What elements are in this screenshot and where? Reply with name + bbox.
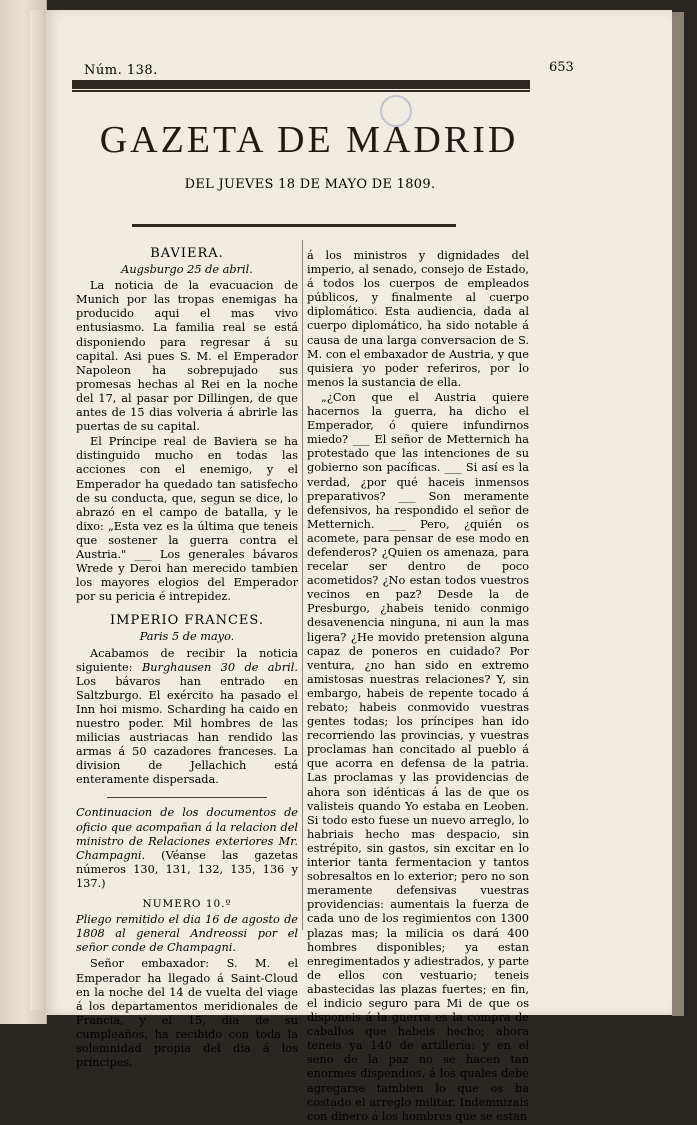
section-heading-baviera: BAVIERA. <box>150 246 224 261</box>
section-heading-imperio: IMPERIO FRANCES. <box>110 613 264 629</box>
page-number: 653 <box>549 60 574 75</box>
column-divider <box>302 240 303 930</box>
paragraph: Señor embaxador: S. M. el Emperador ha llegado á Saint-Cloud en la noche del 14 de vuelta del viage á los departamentos meridionales de Francia, y el 15, dia de su cumpleaños, ha recibido con toda la solemnidad propia del dia á los príncipes, <box>76 957 298 1070</box>
place-dateline: Burghausen 30 de abril. <box>141 660 298 674</box>
dateline-augsburgo: Augsburgo 25 de abril. <box>121 263 253 277</box>
masthead-title: GAZETA DE MADRID <box>99 119 519 161</box>
paragraph-text: Acabamos de recibir la noticia siguiente: <box>76 646 298 674</box>
document-number: NUMERO 10.º <box>142 898 232 911</box>
dateline-paris: Paris 5 de mayo. <box>139 630 235 644</box>
paragraph: El Príncipe real de Baviera se ha distinguido mucho en todas las acciones con el enemigo, y el Emperador ha quedado tan satisfecho de su conducta, que, segun se dice, lo abrazó en el campo de batalla, y le dixo: „Esta vez es la última que teneis que sostener la guerra contra el Austria." ___ Los generales bávaros Wrede y Deroi han merecido tambien los mayores elogios del Emperador por su pericia é intrepidez. <box>76 435 298 604</box>
continuation-ref: (Véanse las gazetas números 130, 131, 132, 135, 136 y 137.) <box>76 848 298 890</box>
continuation-note <box>76 806 298 891</box>
facing-page-edge <box>0 0 47 1024</box>
document-subtitle: Pliego remitido el dia 16 de agosto de 1808 al general Andreossi por el señor conde de Champagni. <box>76 913 298 955</box>
book-edge <box>672 12 684 1016</box>
right-column <box>307 249 529 1125</box>
paragraph-text: Los bávaros han entrado en Saltzburgo. El exército ha pasado el Inn hoi mismo. Scharding ha caido en nuestro poder. Mil hombres de las milicias austriacas han rendido las armas á 50 cazadores franceses. La division de Jellachich está enteramente dispersada. <box>76 674 298 787</box>
masthead-rule <box>132 224 456 227</box>
section-rule <box>107 797 267 798</box>
top-rule <box>72 80 530 89</box>
issue-date: DEL JUEVES 18 DE MAYO DE 1809. <box>184 177 436 192</box>
paragraph: La noticia de la evacuacion de Munich por las tropas enemigas ha producido aqui el mas vivo entusiasmo. La familia real se está disponiendo para regresar á su capital. Asi pues S. M. el Emperador Napoleon ha sobrepujado sus promesas hechas al Rei en la noche del 17, al pasar por Dillingen, de que antes de 15 dias volveria á abrirle las puertas de su capital. <box>76 279 298 434</box>
left-column <box>76 245 298 1071</box>
paragraph: á los ministros y dignidades del imperio, al senado, consejo de Estado, á todos los cuerpos de empleados públicos, y finalmente al cuerpo diplomático. Esta audiencia, dada al cuerpo diplomático, ha sido notable á causa de una larga conversacion de S. M. con el embaxador de Austria, y que quisiera yo poder referiros, por lo menos la sustancia de ella. <box>307 249 529 389</box>
issue-number: Núm. 138. <box>84 63 158 78</box>
paragraph <box>76 647 298 788</box>
paragraph: „¿Con que el Austria quiere hacernos la guerra, ha dicho el Emperador, ó quiere infundirnos miedo? ___ El señor de Metternich ha protestado que las intenciones de su gobierno son pacíficas. ___ Si así es la verdad, ¿por qué haceis inmensos preparativos? ___ Son meramente defensivos, ha respondido el señor de Metternich. ___ Pero, ¿quién os acomete, para pensar de ese modo en defenderos? ¿Quien os amenaza, para recelar ser dentro de poco acometidos? ¿No estan todos vuestros vecinos en paz? Desde la de Presburgo, ¿habeis tenido conmigo desavenencia ninguna, ni aun la mas ligera? ¿He movido pretension alguna capaz de poneros en cuidado? Por ventura, ¿no han sido en extremo amistosas nuestras relaciones? Y, sin embargo, habeis de repente tocado á rebato; habeis conmovido vuestras gentes todas; los príncipes han ido recorriendo las provincias, y vuestras proclamas han concitado al pueblo á que acorra en defensa de la patria. Las proclamas y las providencias de ahora son idénticas á las de que os valisteis quando Yo estaba en Leoben. Si todo esto fuese un nuevo arreglo, lo habriais hecho mas despacio, sin estrépito, sin gastos, sin excitar en lo interior tanta fermentacion y tantos sobresaltos en lo exterior; pero no son meramente defensivas vuestras providencias: aumentais la fuerza de cada uno de los regimientos con 1300 plazas mas; la milicia os dará 400 hombres disponibles; ya estan enregimentados y adiestrados, y parte de ellos con vestuario; teneis abastecidas las plazas fuertes; en fin, el indicio seguro para Mi de que os disponeis á la guerra es la compra de caballos que habeis hecho; ahora teneis ya 140 de artillería: y en el seno de la paz no se hacen tan enormes dispendios, á los quales debe agregarse tambien lo que os ha costado el arreglo militar. Indemnizais con dinero á los hombres que se estan <box>307 390 529 1123</box>
page-fold <box>30 10 44 1010</box>
continuation-italic: Continuacion de los documentos de oficio que acompañan á la relacion del ministro de Relaciones exteriores Mr. Champagni. <box>76 806 298 862</box>
